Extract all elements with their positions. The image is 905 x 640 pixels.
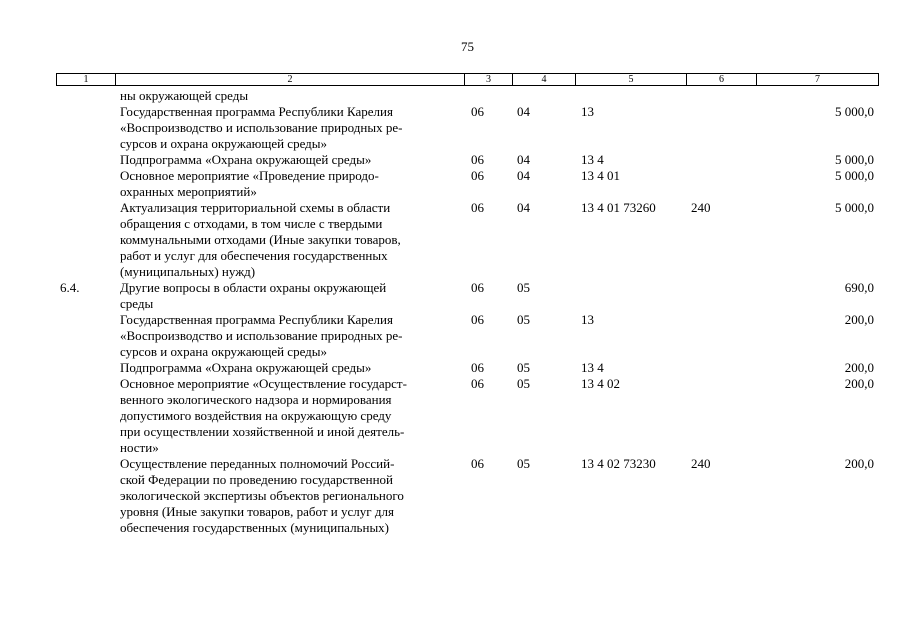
- item-name-line: ны окружающей среды: [120, 88, 249, 103]
- section-code: 06: [471, 104, 484, 119]
- item-name: [120, 360, 460, 376]
- item-name-line: Подпрограмма «Охрана окружающей среды»: [120, 152, 372, 167]
- item-name: [120, 312, 460, 360]
- subsection-code: 05: [517, 376, 530, 391]
- item-name-line: Основное мероприятие «Осуществление государст-: [120, 376, 407, 391]
- table-row: [0, 168, 905, 200]
- item-name-line: Другие вопросы в области охраны окружающей: [120, 280, 387, 295]
- table-row: [0, 104, 905, 152]
- subsection-code: 05: [517, 312, 530, 327]
- item-name-line: Государственная программа Республики Карелия: [120, 312, 393, 327]
- amount: 5 000,0: [835, 104, 874, 119]
- item-name-line: сурсов и охрана окружающей среды»: [120, 344, 328, 359]
- amount: 200,0: [844, 360, 874, 375]
- target-article-code: 13 4 01: [581, 168, 620, 183]
- item-name: [120, 88, 460, 104]
- item-name-line: «Воспроизводство и использование природных ре-: [120, 120, 403, 135]
- header-col-6: 6: [686, 74, 756, 85]
- item-name: [120, 376, 460, 456]
- amount: 200,0: [844, 376, 874, 391]
- item-name-line: сурсов и охрана окружающей среды»: [120, 136, 328, 151]
- table-row: [0, 152, 905, 168]
- item-name-line: при осуществлении хозяйственной и иной деятель-: [120, 424, 405, 439]
- subsection-code: 04: [517, 152, 530, 167]
- amount: 690,0: [844, 280, 874, 295]
- expense-type-code: 240: [691, 456, 711, 471]
- table-row: [0, 376, 905, 456]
- table-body: [0, 88, 905, 536]
- target-article-code: 13: [581, 104, 594, 119]
- amount: 5 000,0: [835, 200, 874, 215]
- section-code: 06: [471, 152, 484, 167]
- item-name: [120, 280, 460, 312]
- item-name-line: Осуществление переданных полномочий Россий-: [120, 456, 395, 471]
- table-row: [0, 456, 905, 536]
- header-col-4: 4: [512, 74, 575, 85]
- section-code: 06: [471, 360, 484, 375]
- subsection-code: 05: [517, 360, 530, 375]
- header-col-2: 2: [115, 74, 464, 85]
- item-name-line: Государственная программа Республики Карелия: [120, 104, 393, 119]
- subsection-code: 04: [517, 104, 530, 119]
- subsection-code: 05: [517, 456, 530, 471]
- page-number: 75: [461, 39, 474, 54]
- item-name-line: обращения с отходами, в том числе с твердыми: [120, 216, 383, 231]
- item-name-line: (муниципальных) нужд): [120, 264, 256, 279]
- target-article-code: 13: [581, 312, 594, 327]
- header-col-3: 3: [464, 74, 512, 85]
- target-article-code: 13 4 01 73260: [581, 200, 656, 215]
- target-article-code: 13 4: [581, 152, 604, 167]
- section-code: 06: [471, 168, 484, 183]
- table-header: [56, 73, 879, 86]
- header-col-5: 5: [575, 74, 686, 85]
- table-row: [0, 360, 905, 376]
- subsection-code: 04: [517, 200, 530, 215]
- section-code: 06: [471, 312, 484, 327]
- item-name-line: Основное мероприятие «Проведение природо-: [120, 168, 379, 183]
- item-name-line: коммунальными отходами (Иные закупки товаров,: [120, 232, 401, 247]
- table-row: [0, 312, 905, 360]
- item-name-line: среды: [120, 296, 154, 311]
- section-code: 06: [471, 376, 484, 391]
- item-name-line: Подпрограмма «Охрана окружающей среды»: [120, 360, 372, 375]
- amount: 5 000,0: [835, 152, 874, 167]
- item-name-line: «Воспроизводство и использование природных ре-: [120, 328, 403, 343]
- item-name: [120, 104, 460, 152]
- item-name-line: венного экологического надзора и нормирования: [120, 392, 392, 407]
- table-row: [0, 88, 905, 104]
- amount: 5 000,0: [835, 168, 874, 183]
- header-col-1: 1: [83, 74, 89, 85]
- item-name: [120, 152, 460, 168]
- item-name-line: допустимого воздействия на окружающую среду: [120, 408, 392, 423]
- item-name-line: ской Федерации по проведению государственной: [120, 472, 394, 487]
- item-name-line: экологической экспертизы объектов регионального: [120, 488, 404, 503]
- target-article-code: 13 4: [581, 360, 604, 375]
- item-name-line: обеспечения государственных (муниципальных): [120, 520, 390, 535]
- table-row: [0, 280, 905, 312]
- table-row: [0, 200, 905, 280]
- target-article-code: 13 4 02 73230: [581, 456, 656, 471]
- section-code: 06: [471, 280, 484, 295]
- item-name-line: ности»: [120, 440, 159, 455]
- item-name-line: работ и услуг для обеспечения государственных: [120, 248, 388, 263]
- item-name-line: охранных мероприятий»: [120, 184, 257, 199]
- amount: 200,0: [844, 312, 874, 327]
- row-number: 6.4.: [60, 280, 80, 295]
- section-code: 06: [471, 200, 484, 215]
- subsection-code: 05: [517, 280, 530, 295]
- item-name-line: уровня (Иные закупки товаров, работ и услуг для: [120, 504, 394, 519]
- subsection-code: 04: [517, 168, 530, 183]
- expense-type-code: 240: [691, 200, 711, 215]
- target-article-code: 13 4 02: [581, 376, 620, 391]
- item-name: [120, 456, 460, 536]
- item-name: [120, 168, 460, 200]
- section-code: 06: [471, 456, 484, 471]
- header-col-7: 7: [756, 74, 878, 85]
- item-name-line: Актуализация территориальной схемы в области: [120, 200, 391, 215]
- amount: 200,0: [844, 456, 874, 471]
- item-name: [120, 200, 460, 280]
